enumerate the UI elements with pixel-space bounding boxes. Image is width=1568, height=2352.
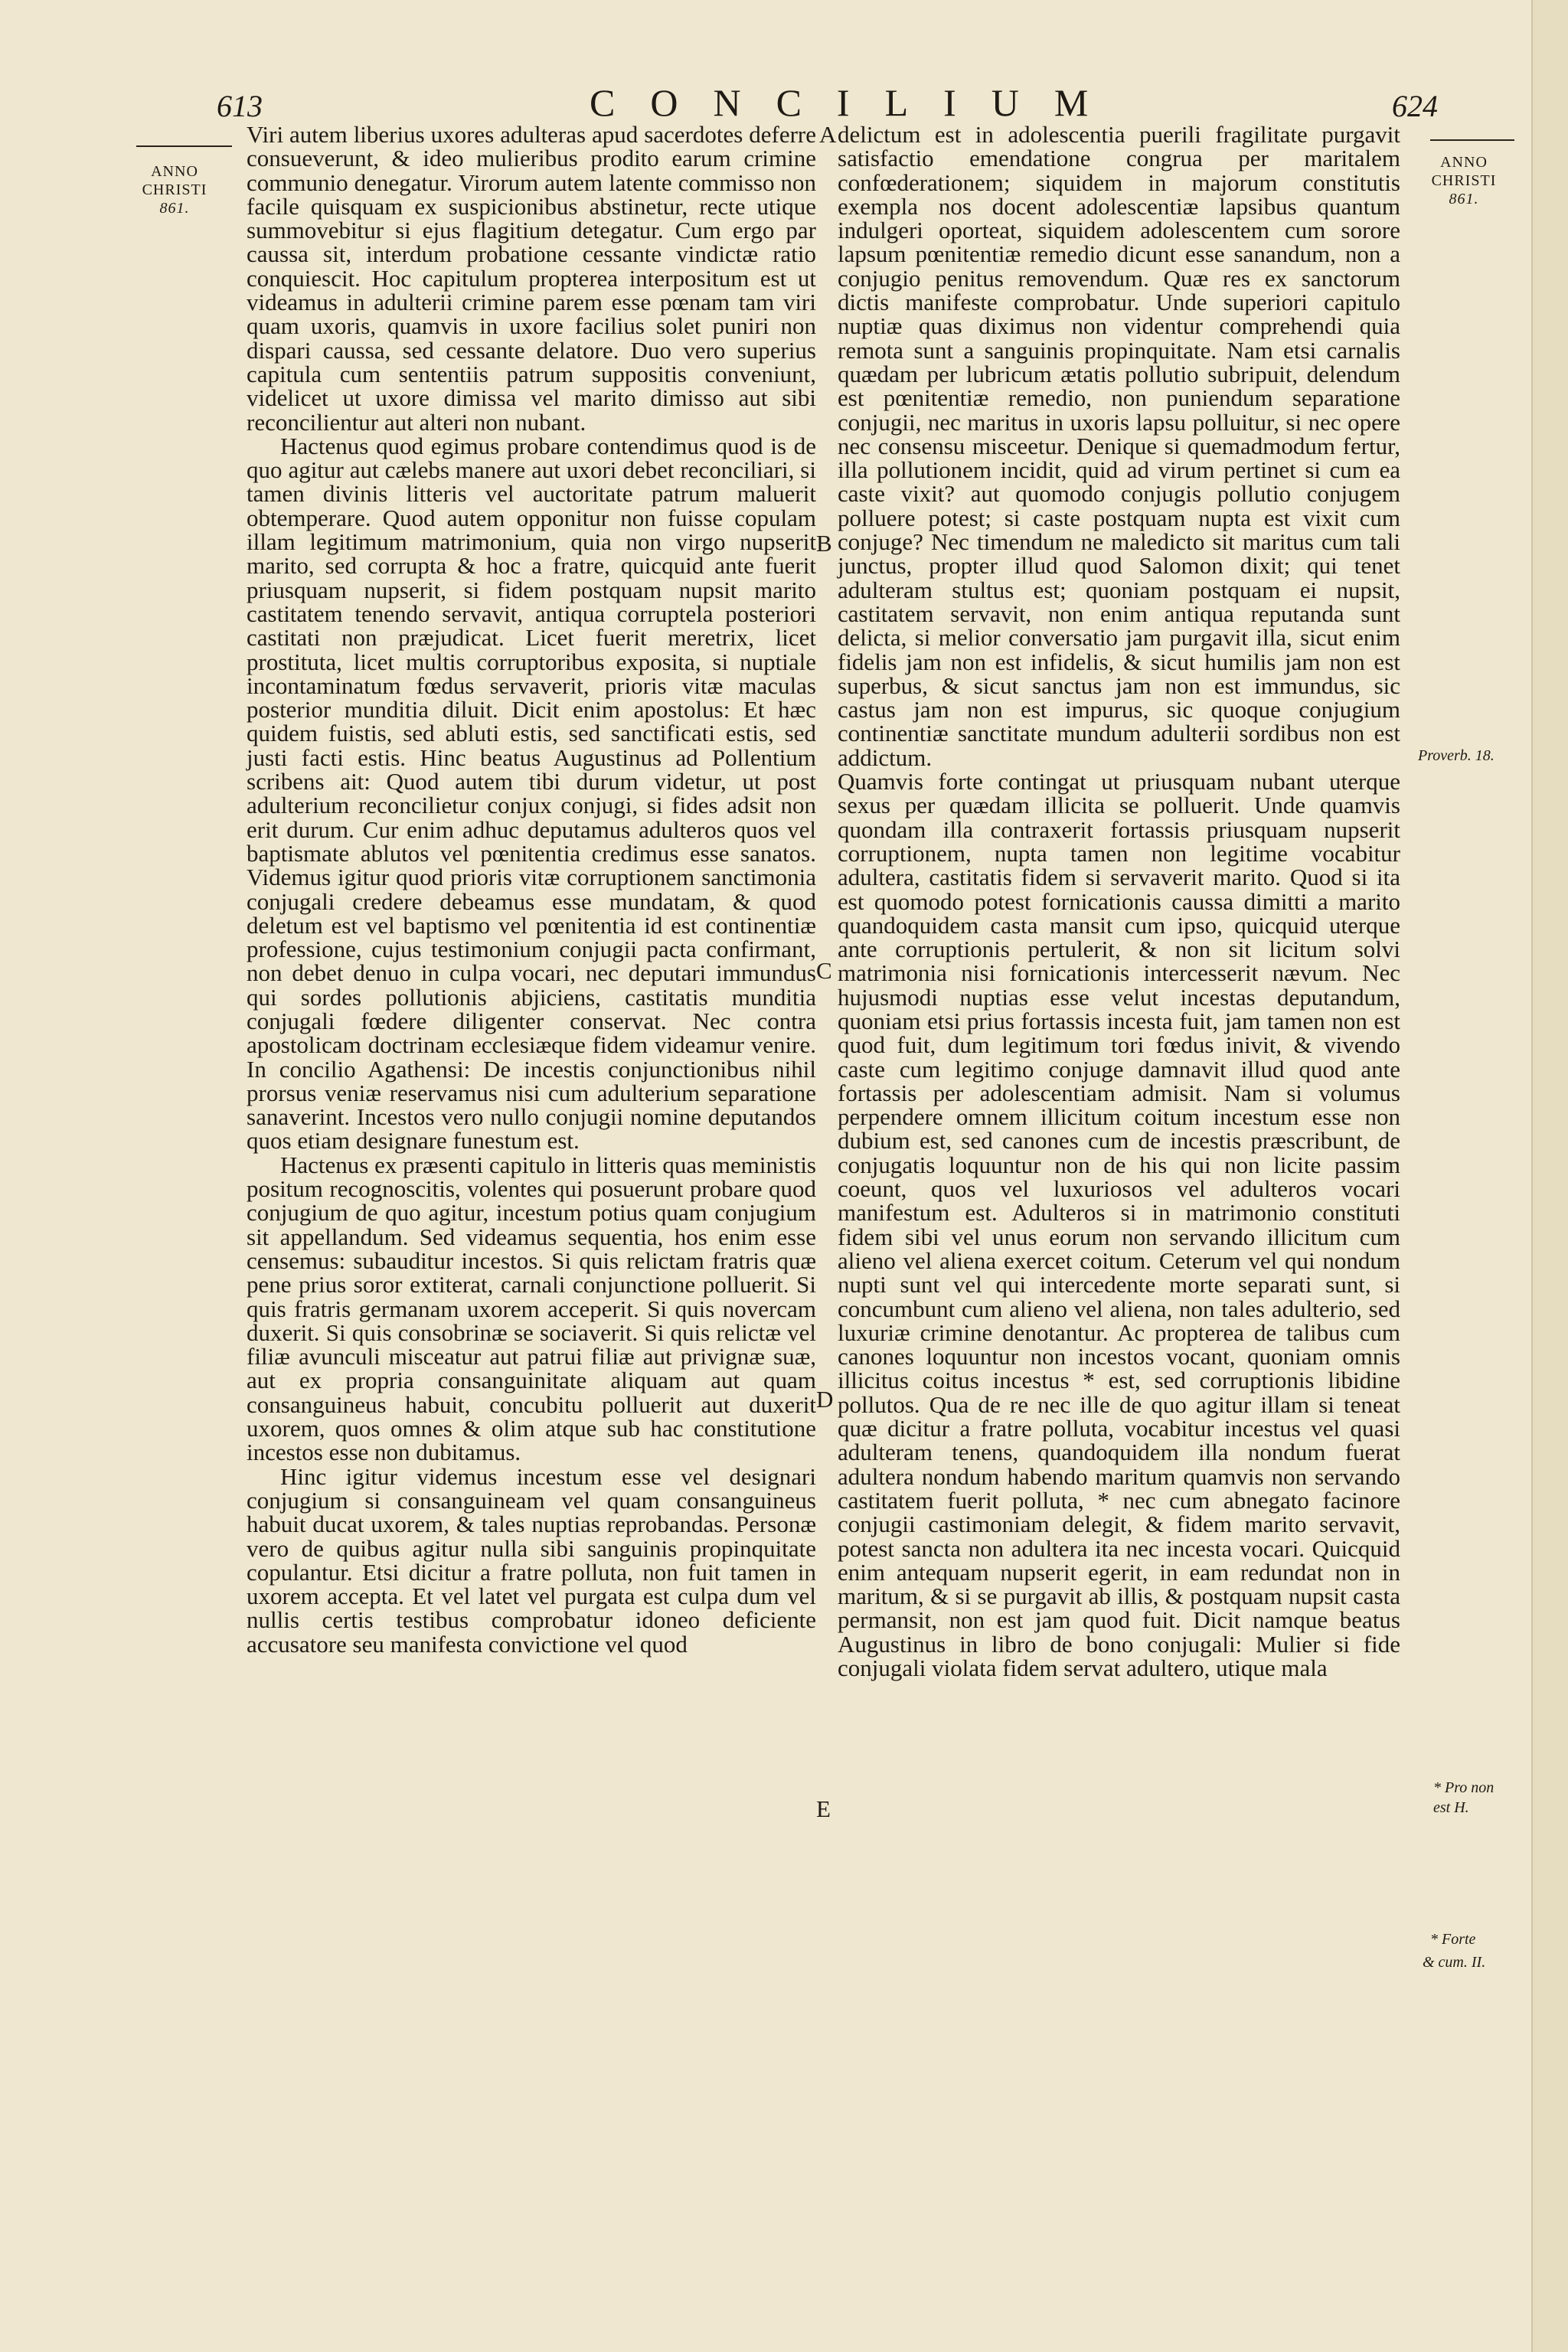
- page-title: CONCILIUM: [590, 81, 1124, 124]
- margin-christi: CHRISTI: [142, 181, 207, 198]
- marginal-footnote: * Pro non: [1433, 1779, 1494, 1796]
- paragraph: Hactenus quod egimus probare contendimus quod is de quo agitur aut cælebs manere aut uxori debet reconciliari, si tamen divinis litteris vel auctoritate patrum maluerit obtemperare. Quod autem opponitur non fuisse copulam illam legitimum matrimonium, quia non virgo nupserit marito, sed corrupta & hoc a fratre, quicquid ante fuerit priusquam nupserit, si fidem postquam nupsit marito castitatem tenendo servavit, antiqua corruptela posteriori castitati non præjudicat. Licet fuerit meretrix, licet prostituta, licet multis corruptoribus exposita, si nuptiale incontaminatum fœdus servaverit, prioris vitæ maculas posterior munditia diluit. Dicit enim apostolus: Et hæc quidem fuistis, sed abluti estis, sed sanctificati estis, sed justi facti estis. Hinc beatus Augustinus ad Pollentium scribens ait: Quod autem tibi durum videtur, ut post adulterium reconcilietur conjux conjugi, si fides adsit non erit durum. Cur enim adhuc deputamus adulteros quos vel baptismate ablutos vel pœnitentia credimus esse sanatos. Videmus igitur quod prioris vitæ corruptionem sanctimonia conjugali credere debeamus esse mundatam, & quod deletum est vel baptismo vel pœnitentia id est continentiæ professione, cujus testimonium conjugii pacta confirmant, non debet denuo in culpa vocari, nec deputari immundus qui sordes pollutionis abjiciens, castitatis munditia conjugali fœdere diligenter conservat. Nec contra apostolicam doctrinam ecclesiæque fidem videamur venire. In concilio Agathensi: De incestis conjunctionibus nihil prorsus veniæ reservamus nisi cum adulterium separatione sanaverint. Incestos vero nullo conjugii nomine deputandos quos etiam designare funestum est.: [247, 432, 816, 1155]
- running-header: [0, 80, 1568, 126]
- margin-anno: ANNO: [1440, 154, 1488, 171]
- paragraph: Quamvis forte contingat ut priusquam nubant uterque sexus per quædam illicita se polluerit. Unde quamvis quondam illa contraxerit fortassis priusquam nupserit corruptionem, nupta tamen non legitime vocabitur adultera, castitatis fidem si servaverit marito. Quod si ita est quomodo potest fornicationis caussa dimitti a marito quandoquidem casta mansit cum ipso, quicquid uterque ante corruptionis pertulerit, & non sit licitum solvi matrimonia nisi fornicationis intercesserit nævum. Nec hujusmodi nuptias esse velut incestas deputandum, quoniam etsi prius fortassis incesta fuit, jam tamen non est quod fuit, dum legitimum tori fœdus inivit, & vivendo caste cum legitimo conjuge damnavit illud quod ante fortassis per adolescentiam admisit. Nam si volumus perpendere omnem illicitum coitum incestum esse non dubium est, sed canones cum de incestis præscribunt, de conjugatis loquuntur non de his qui non licite passim coeunt, quos vel luxuriosos vel adulteros vocari manifestum est. Adulteros si in matrimonio constituti fidem sibi vel unus eorum non servando illicitum cum alieno vel aliena exercet coitum. Ceterum vel qui nondum nupti sunt vel qui intercedente morte separati sunt, si concumbunt cum alieno vel aliena, non tales adulterio, sed luxuriæ crimine denotantur. Ac propterea de talibus cum canones loquuntur non incestos vocant, quoniam omnis illicitus coitus incestus * est, sed corruptionis libidine pollutos. Qua de re nec ille de quo agitur illam si teneat quæ dicitur a fratre polluta, vocabitur incestus vel quasi adulteram tenens, quandoquidem illa nondum fuerat adultera nondum habendo maritum quamvis non servando castitatem fuerit polluta, * nec cum abnegato facinore conjugii castimoniam delegit, & fidem marito servavit, potest sancta non adultera ita nec incesta vocari. Quicquid enim antequam nupserit egerit, in eam redundat non in maritum, & si se purgavit ab illis, & postquam nupsit casta permansit, non est jam quod fuit. Dicit namque beatus Augustinus in libro de bono conjugali: Mulier si fide conjugali violata fidem servat adultero, utique mala: [838, 768, 1400, 1681]
- right-text-column: [838, 122, 1400, 1680]
- margin-year: 861.: [1449, 191, 1479, 207]
- marginal-footnote: & cum. II.: [1423, 1954, 1486, 1971]
- margin-christi: CHRISTI: [1431, 172, 1497, 189]
- margin-year-left: [129, 162, 220, 217]
- section-letter-d: D: [816, 1386, 834, 1413]
- section-letter-a: A: [819, 121, 837, 148]
- section-letter-e: E: [816, 1795, 831, 1822]
- margin-anno: ANNO: [151, 163, 198, 180]
- paragraph: Viri autem liberius uxores adulteras apud sacerdotes deferre consueverunt, & ideo mulieribus prodito earum crimine communio denegatur. Virorum autem latente commisso non facile quisquam ex suspicionibus abstinetur, recte utique summovebitur si ejus flagitium detegatur. Cum ergo par caussa sit, interdum probatione cessante vindictæ ratio conquiescit. Hoc capitulum propterea interpositum est ut videamus in adulterii crimine parem esse pœnam tam viri quam uxoris, quamvis in uxore facilius solet puniri non dispari caussa, sed cessante delatore. Duo vero superius capitula cum sententiis patrum suppositis conveniunt, videlicet ut uxore dimissa vel marito dimisso aut sibi reconcilientur aut alteri non nubant.: [247, 121, 816, 436]
- page-number-right: 624: [1392, 89, 1438, 123]
- paragraph: delictum est in adolescentia puerili fragilitate purgavit satisfactio emendatione congrua per maritalem confœderationem; siquidem in majorum constitutis exempla nos docent adolescentiæ lapsibus quantum indulgeri oporteat, siquidem adolescentem cum sorore lapsum pœnitentiæ remedio dicunt esse sanandum, non a conjugio penitus removendum. Quæ res ex sanctorum dictis manifeste comprobatur. Unde superiori capitulo nuptiæ quas diximus non videntur comprehendi quia remota sunt a sanguinis propinquitate. Nam etsi carnalis quædam per lubricum ætatis pollutio subripuit, delendum est pœnitentiæ remedio, non puniendum separatione conjugii, nec maritus in uxoris lapsu polluitur, si nec opere nec consensu misceetur. Denique si quemadmodum fertur, illa pollutionem incidit, quid ad virum pertinet si cum ea caste vixit? aut quomodo conjugis pollutio conjugem polluere potest; si caste postquam nupta est vixit cum conjuge? Nec timendum ne maledicto sit maritus cum tali junctus, propter illud quod Salomon dixit; qui tenet adulteram stultus est; quoniam postquam ei nupsit, castitatem servavit, non enim antiqua reputanda sunt delicta, si melior conversatio jam purgavit illa, sicut enim fidelis jam non est infidelis, & sicut humilis jam non est superbus, & sicut sanctus jam non est immundus, sic castus jam non est impurus, sic quoque conjugium continentiæ sanctitate mundum adulterii sordibus non est addictum.: [838, 121, 1400, 771]
- marginal-reference: Proverb. 18.: [1418, 747, 1494, 764]
- section-letter-b: B: [816, 530, 832, 557]
- adjacent-page-edge: [1531, 0, 1568, 2352]
- right-margin-rule: [1430, 139, 1514, 141]
- marginal-footnote: * Forte: [1430, 1931, 1476, 1948]
- margin-year-right: [1418, 153, 1510, 208]
- page-number-left: 613: [217, 89, 263, 123]
- section-letter-c: C: [816, 957, 832, 984]
- paragraph: Hactenus ex præsenti capitulo in litteris quas meministis positum recognoscitis, volentes qui posuerunt probare quod conjugium de quo agitur, incestum potius quam conjugium sit appellandum. Sed videamus sequentia, hos enim esse censemus: subauditur incestos. Si quis relictam fratris quæ pene prius soror extiterat, carnali conjunctione polluerit. Si quis fratris germanam uxorem acceperit. Si quis novercam duxerit. Si quis consobrinæ se sociaverit. Si quis relictæ vel filiæ avunculi misceatur aut patrui filiæ aut privignæ suæ, aut ex propria consanguinitate aliquam aut quam consanguineus habuit, concubitu polluerit aut duxerit uxorem, quos omnes & olim atque sub hac constitutione incestos esse non dubitamus.: [247, 1151, 816, 1466]
- margin-year: 861.: [159, 200, 190, 217]
- left-margin-rule: [136, 145, 232, 147]
- paragraph: Hinc igitur videmus incestum esse vel designari conjugium si consanguineam vel quam consanguineus habuit ducat uxorem, & tales nuptias reprobandas. Personæ vero de quibus agitur nulla sibi sanguinis propinquitate copulantur. Etsi dicitur a fratre polluta, non fuit tamen in uxorem accepta. Et vel latet vel purgata est culpa dum vel nullis certis testibus comprobatur idoneo deficiente accusatore seu manifesta convictione vel quod: [247, 1462, 816, 1658]
- left-text-column: [247, 122, 816, 1656]
- marginal-footnote: est H.: [1433, 1799, 1469, 1816]
